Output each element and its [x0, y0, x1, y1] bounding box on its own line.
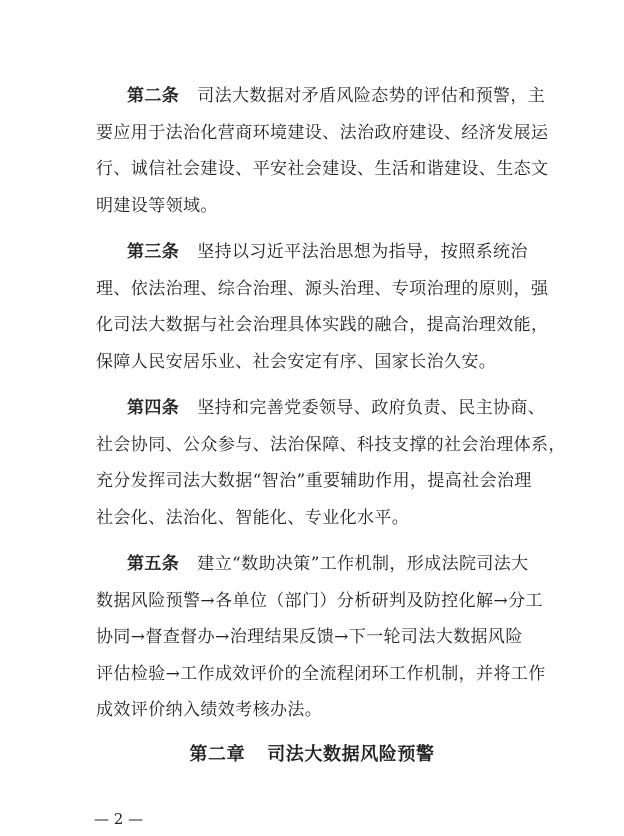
article-2-label: 第二条 [127, 86, 180, 106]
article-4 [96, 390, 566, 536]
article-2-line-3: 行、诚信社会建设、平安社会建设、生活和谐建设、生态文 [96, 159, 549, 179]
article-4-label: 第四条 [127, 398, 180, 418]
chapter-number: 第二章 [189, 744, 246, 765]
article-5-line-4: 评估检验→工作成效评价的全流程闭环工作机制，并将工作 [96, 663, 546, 684]
article-5-line-3: 协同→督查督办→治理结果反馈→下一轮司法大数据风险 [96, 627, 523, 647]
article-5-line-5: 成效评价纳入绩效考核办法。 [96, 700, 323, 720]
article-4-line-1: 坚持和完善党委领导、政府负责、民主协商、 [197, 398, 546, 418]
article-4-line-3: 充分发挥司法大数据“智治”重要辅助作用，提高社会治理 [96, 471, 532, 491]
article-5-line-1: 建立“数助决策”工作机制，形成法院司法大 [197, 554, 529, 574]
article-3-line-3: 化司法大数据与社会治理具体实践的融合，提高治理效能， [96, 315, 549, 335]
article-5 [96, 546, 546, 729]
page-number: — 2 — [94, 810, 144, 828]
chapter-heading [0, 740, 624, 766]
article-3-line-4: 保障人民安居乐业、社会安定有序、国家长治久安。 [96, 351, 497, 372]
article-5-line-2: 数据风险预警→各单位（部门）分析研判及防控化解→分工 [96, 590, 543, 611]
article-4-line-4: 社会化、法治化、智能化、专业化水平。 [96, 507, 410, 528]
article-3-line-2: 理、依法治理、综合治理、源头治理、专项治理的原则，强 [96, 278, 549, 299]
article-5-label: 第五条 [127, 554, 180, 574]
article-4-line-2: 社会协同、公众参与、法治保障、科技支撑的社会治理体系， [96, 434, 566, 455]
article-3 [96, 234, 549, 380]
article-2-line-4: 明建设等领域。 [96, 195, 218, 216]
article-3-label: 第三条 [127, 242, 180, 262]
chapter-title: 司法大数据风险预警 [267, 744, 435, 765]
article-3-line-1: 坚持以习近平法治思想为指导，按照系统治 [197, 242, 528, 262]
article-2 [96, 78, 549, 224]
article-2-line-1: 司法大数据对矛盾风险态势的评估和预警，主 [197, 86, 546, 106]
article-2-line-2: 要应用于法治化营商环境建设、法治政府建设、经济发展运 [96, 122, 549, 143]
